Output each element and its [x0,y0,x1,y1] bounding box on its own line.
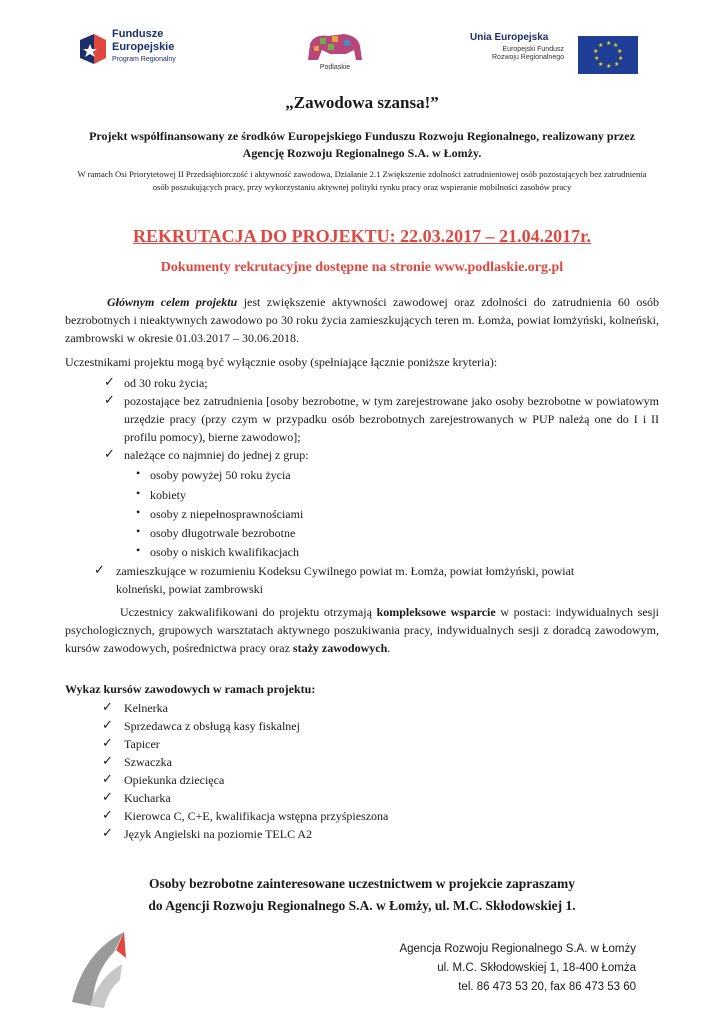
address-line: tel. 86 473 53 20, fax 86 473 53 60 [458,981,636,993]
course-item: Kucharka [124,791,171,805]
svg-text:★: ★ [598,42,604,49]
criterion-item: pozostające bez zatrudnienia [osoby bezrobotne, w tym zarejestrowane jako osoby bezrobotne w powiatowym urzędzie pracy (przy czym w przypadku osób bezrobotnych zarejestrowanych w PUP należą one do I i II profilu pomocy), bierne zawodowo]; [124,394,659,444]
recruitment-dates: REKRUTACJA DO PROJEKTU: 22.03.2017 – 21.04.2017r. [132,226,591,246]
svg-text:★: ★ [593,48,599,55]
group-item: kobiety [150,488,186,502]
support-text: . [387,641,391,655]
course-item: Kelnerka [124,701,168,715]
fe-line1: Fundusze [112,28,164,40]
axis-description: W ramach Osi Priorytetowej II Przedsiębiorczość i aktywność zawodowa, Działanie 2.1 Zwiększenie zdolności zatrudnieniowej osób pozostających bez zatrudnienia osób poszukujących pracy, przy wykorzystaniu aktywnej polityki rynku pracy oraz wspieranie mobilności zasobów pracy [77,169,647,192]
check-icon: ✓ [102,735,113,750]
group-item: osoby długotrwale bezrobotne [150,526,296,540]
participants-heading: Uczestnikami projektu mogą być wyłącznie osoby (spełniające łącznie poniższe kryteria): [65,355,498,369]
eu-line1: Unia Europejska [470,32,549,43]
course-item: Szwaczka [124,755,172,769]
check-icon: ✓ [104,446,115,461]
course-item: Tapicer [124,737,160,751]
support-bold: staży zawodowych [292,641,388,655]
podlaskie-label: Podlaskie [319,64,351,71]
course-item: Sprzedawca z obsługą kasy fiskalnej [124,719,300,733]
support-text: Uczestnicy zakwalifikowani do projektu otrzymają [120,605,377,619]
check-icon: ✓ [102,807,113,822]
svg-text:★: ★ [606,40,612,47]
check-icon: ✓ [102,753,113,768]
address-block [399,940,636,997]
course-item: Kierowca C, C+E, kwalifikacja wstępna przyśpieszona [124,809,389,823]
arr-logo [64,922,154,1012]
criterion-item: od 30 roku życia; [124,376,208,390]
address-line: Agencja Rozwoju Regionalnego S.A. w Łomży [399,943,636,955]
support-paragraph [65,603,659,657]
goal-lead: Głównym celem projektu [107,295,238,309]
group-item: osoby o niskich kwalifikacjach [150,545,299,559]
fe-star-icon [78,30,108,68]
invitation [0,873,724,917]
check-icon: ✓ [102,771,113,786]
course-item: Język Angielski na poziomie TELC A2 [124,827,313,841]
group-item: osoby powyżej 50 roku życia [150,468,291,482]
bullet-icon: • [136,486,141,500]
invitation-line: do Agencji Rozwoju Regionalnego S.A. w Łomży, ul. M.C. Skłodowskiej 1. [148,898,576,913]
check-icon: ✓ [104,374,115,389]
bullet-icon: • [136,543,141,557]
documents-link-text: Dokumenty rekrutacyjne dostępne na stronie www.podlaskie.org.pl [160,260,564,275]
fe-line3: Program Regionalny [112,56,176,63]
svg-text:★: ★ [613,42,619,49]
svg-text:★: ★ [598,61,604,68]
goal-text: jest zwiększenie aktywności zawodowej oraz zdolności do zatrudnienia 60 osób bezrobotnych i nieaktywnych zawodowo po 30 roku życia zamieszkujących teren m. Łomża, powiat łomżyński, kolneński, zambrowski w okresie 01.03.2017 – 30.06.2018. [65,295,659,345]
fundusze-europejskie-logo [78,28,218,72]
support-bold: kompleksowe wsparcie [376,605,496,619]
criterion-item: zamieszkujące w rozumieniu Kodeksu Cywilnego powiat m. Łomża, powiat łomżyński, powiat kolneński, powiat zambrowski [116,564,575,596]
course-item: Opiekunka dziecięca [124,773,225,787]
group-item: osoby z niepełnosprawnościami [150,507,304,521]
bullet-icon: • [136,505,141,519]
fe-line2: Europejskie [112,41,175,53]
check-icon: ✓ [94,562,105,577]
svg-text:★: ★ [594,55,600,62]
svg-text:★: ★ [618,55,624,62]
bison-icon [300,30,370,64]
eu-logo [470,32,645,76]
check-icon: ✓ [102,699,113,714]
eu-flag-icon [578,36,638,74]
check-icon: ✓ [102,789,113,804]
arr-arrow-icon [64,922,154,1012]
svg-text:★: ★ [617,48,623,55]
support-text: w postaci: indywidualnych sesji psychologicznych, grupowych warsztatach aktywnego poszukiwania pracy, indywidualnych sesji z doradcą zawodowym, kursów zawodowych, pośrednictwa pracy oraz [65,605,659,655]
goal-paragraph [65,293,659,347]
address-line: ul. M.C. Skłodowskiej 1, 18-400 Łomża [437,962,636,974]
bullet-icon: • [136,466,141,480]
check-icon: ✓ [104,392,115,407]
criterion-item: należące co najmniej do jednej z grup: [124,448,309,462]
svg-text:★: ★ [606,63,612,70]
check-icon: ✓ [102,717,113,732]
svg-text:★: ★ [614,61,620,68]
check-icon: ✓ [102,825,113,840]
page-title: „Zawodowa szansa!” [285,93,439,112]
intro-text: Projekt współfinansowany ze środków Europejskiego Funduszu Rozwoju Regionalnego, realizowany przez Agencję Rozwoju Regionalnego S.A. w Łomży. [89,129,635,160]
invitation-line: Osoby bezrobotne zainteresowane uczestnictwem w projekcie zapraszamy [149,876,575,891]
bullet-icon: • [136,524,141,538]
eu-line2: Europejski Fundusz Rozwoju Regionalnego [492,46,564,61]
courses-heading: Wykaz kursów zawodowych w ramach projektu: [65,682,316,696]
podlaskie-logo [300,30,370,76]
